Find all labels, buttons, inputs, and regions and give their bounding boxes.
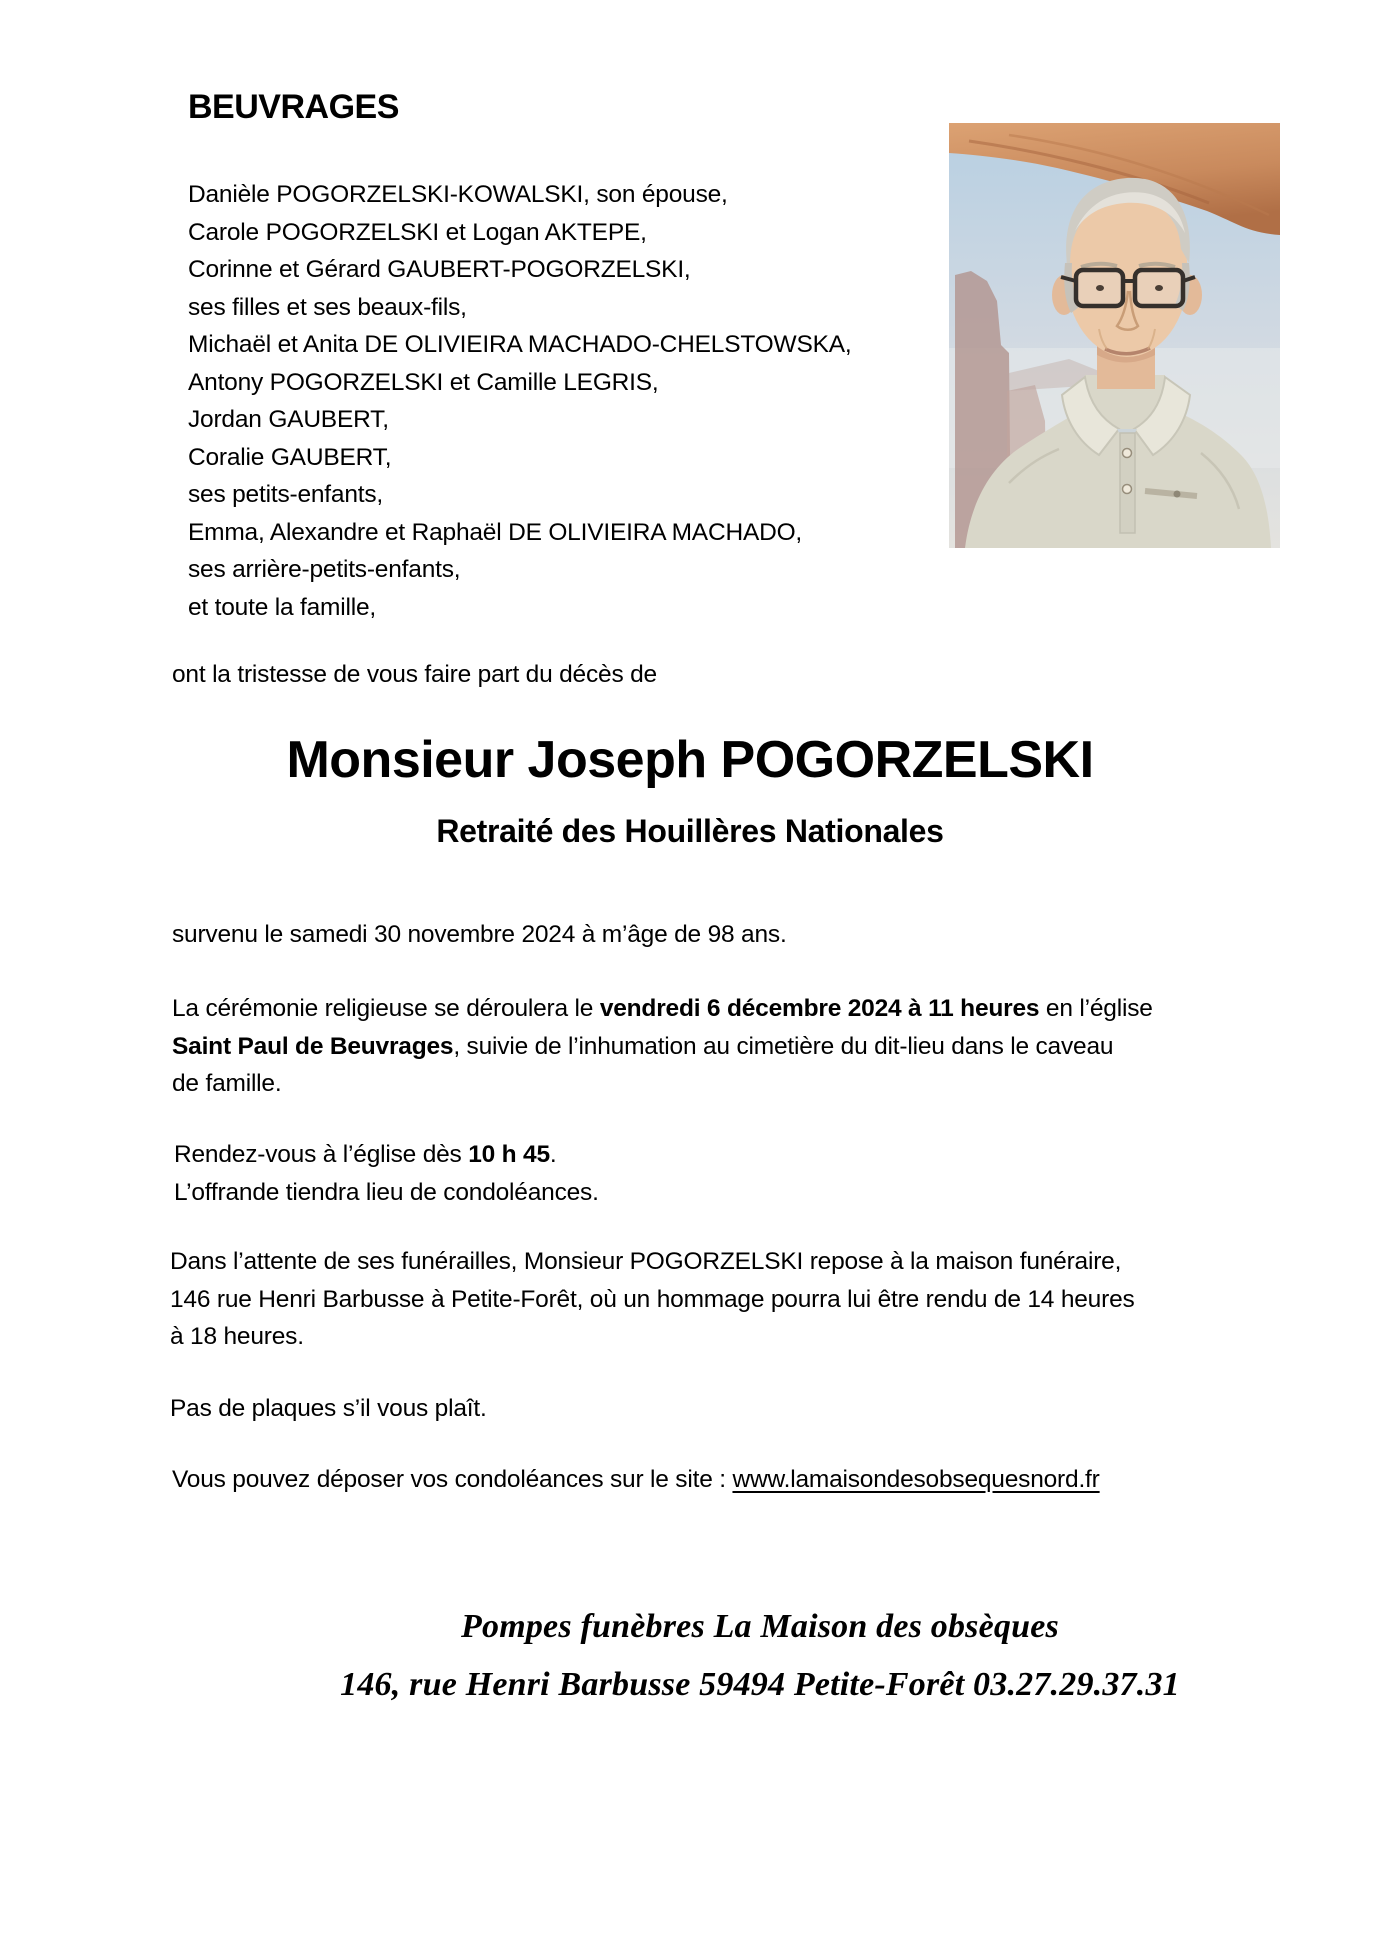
repose-line: Dans l’attente de ses funérailles, Monsieur POGORZELSKI repose à la maison funéraire, xyxy=(170,1248,1122,1275)
city-heading: BEUVRAGES xyxy=(188,88,399,126)
ceremony-line xyxy=(172,1028,1153,1066)
deceased-name: Monsieur Joseph POGORZELSKI xyxy=(286,731,1094,789)
death-date-line: survenu le samedi 30 novembre 2024 à m’âge de 98 ans. xyxy=(172,921,787,948)
rendezvous-text: Rendez-vous à l’église dès xyxy=(174,1141,469,1168)
repose-line: à 18 heures. xyxy=(170,1323,304,1350)
family-line: Coralie GAUBERT, xyxy=(188,443,392,471)
ceremony-datetime: vendredi 6 décembre 2024 à 11 heures xyxy=(599,995,1040,1022)
ceremony-line: de famille. xyxy=(172,1070,282,1097)
family-line: ses petits-enfants, xyxy=(188,481,384,508)
footer-company-line: Pompes funèbres La Maison des obsèques xyxy=(461,1608,1059,1645)
rendezvous-time: 10 h 45 xyxy=(468,1141,550,1168)
church-name: Saint Paul de Beuvrages xyxy=(172,1032,454,1060)
deceased-subtitle: Retraité des Houillères Nationales xyxy=(436,813,944,849)
family-line: Antony POGORZELSKI et Camille LEGRIS, xyxy=(188,368,659,396)
family-line: et toute la famille, xyxy=(188,593,377,621)
deceased-block xyxy=(170,730,1210,850)
rendezvous-text: . xyxy=(549,1141,557,1168)
family-line: Jordan GAUBERT, xyxy=(188,406,389,433)
offering-line: L’offrande tiendra lieu de condoléances. xyxy=(174,1178,599,1206)
ceremony-line xyxy=(172,990,1153,1028)
button xyxy=(1123,485,1132,494)
zipper-pull xyxy=(1174,491,1181,498)
button xyxy=(1123,449,1132,458)
family-line: Carole POGORZELSKI et Logan AKTEPE, xyxy=(188,218,647,246)
family-line: Michaël et Anita DE OLIVIEIRA MACHADO-CHELSTOWSKA, xyxy=(188,331,852,358)
eye-left xyxy=(1096,285,1104,291)
family-line: Danièle POGORZELSKI-KOWALSKI, son épouse, xyxy=(188,181,728,208)
condolences-line xyxy=(172,1461,1100,1499)
ceremony-text: en l’église xyxy=(1039,995,1153,1022)
rendezvous-line xyxy=(174,1136,599,1174)
condolences-text: Vous pouvez déposer vos condoléances sur le site : xyxy=(172,1466,733,1493)
eye-right xyxy=(1155,285,1163,291)
portrait-photo xyxy=(949,123,1280,548)
ceremony-paragraph xyxy=(172,990,1153,1103)
no-plaques-line: Pas de plaques s’il vous plaît. xyxy=(170,1395,487,1422)
family-line: Corinne et Gérard GAUBERT-POGORZELSKI, xyxy=(188,256,691,283)
family-line: Emma, Alexandre et Raphaël DE OLIVIEIRA MACHADO, xyxy=(188,518,803,546)
repose-line: 146 rue Henri Barbusse à Petite-Forêt, où un hommage pourra lui être rendu de 14 heures xyxy=(170,1285,1135,1313)
portrait-photo-art xyxy=(949,123,1280,548)
family-list xyxy=(188,176,852,626)
repose-paragraph xyxy=(170,1243,1135,1356)
footer-address-line: 146, rue Henri Barbusse 59494 Petite-Forêt 03.27.29.37.31 xyxy=(340,1666,1180,1703)
intro-line: ont la tristesse de vous faire part du décès de xyxy=(172,661,657,688)
ceremony-text: La cérémonie religieuse se déroulera le xyxy=(172,995,600,1022)
rendezvous-block xyxy=(174,1136,599,1211)
family-line: ses arrière-petits-enfants, xyxy=(188,556,461,583)
condolences-link[interactable]: www.lamaisondesobsequesnord.fr xyxy=(732,1466,1100,1493)
family-line: ses filles et ses beaux-fils, xyxy=(188,293,467,321)
ceremony-text: , suivie de l’inhumation au cimetière du dit-lieu dans le caveau xyxy=(453,1032,1114,1060)
